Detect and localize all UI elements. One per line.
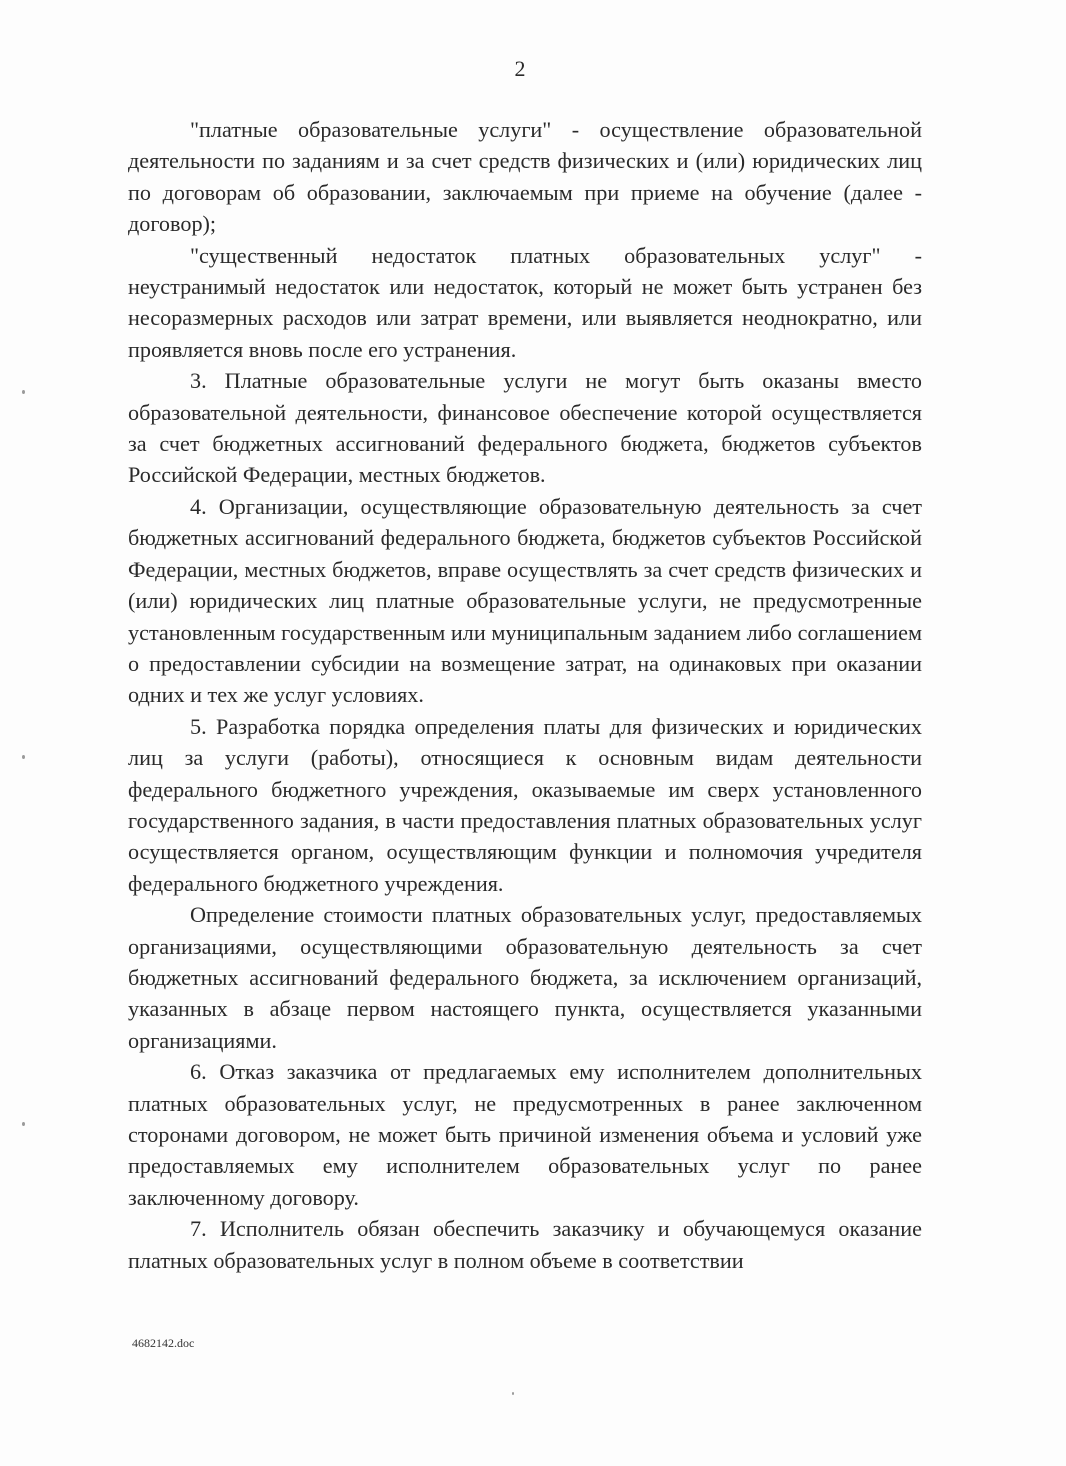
paragraph: 7. Исполнитель обязан обеспечить заказчику и обучающемуся оказание платных образовательных услуг в полном объеме в соответствии [128,1216,922,1273]
paragraph: 6. Отказ заказчика от предлагаемых ему исполнителем дополнительных платных образовательных услуг, не предусмотренных в ранее заключенном сторонами договором, не может быть причиной изменения объема и условий уже предоставляемых ему исполнителем образовательных услуг по ранее заключенному договору. [128,1059,922,1210]
scan-speck [22,390,25,394]
scan-speck [22,755,25,759]
paragraph: "существенный недостаток платных образовательных услуг" - неустранимый недостаток или недостаток, который не может быть устранен без несоразмерных расходов или затрат времени, или выявляется неоднократно, или проявляется вновь после его устранения. [128,242,922,362]
scan-speck [512,1392,514,1395]
paragraph: 4. Организации, осуществляющие образовательную деятельность за счет бюджетных ассигнований федерального бюджета, бюджетов субъектов Российской Федерации, местных бюджетов, вправе осуществлять за счет средств физических и (или) юридических лиц платные образовательные услуги, не предусмотренные установленным государственным или муниципальным заданием либо соглашением о предоставлении субсидии на возмещение затрат, на одинаковых при оказании одних и тех же услуг условиях. [128,493,922,708]
paragraph: 3. Платные образовательные услуги не могут быть оказаны вместо образовательной деятельности, финансовое обеспечение которой осуществляется за счет бюджетных ассигнований федерального бюджета, бюджетов субъектов Российской Федерации, местных бюджетов. [128,368,922,488]
paragraph: "платные образовательные услуги" - осуществление образовательной деятельности по заданиям и за счет средств физических и (или) юридических лиц по договорам об образовании, заключаемым при приеме на обучение (далее - договор); [128,117,922,237]
footer-document-code: 4682142.doc [132,1336,195,1350]
scan-speck [22,1122,25,1126]
paragraph: Определение стоимости платных образовательных услуг, предоставляемых организациями, осуществляющими образовательную деятельность за счет бюджетных ассигнований федерального бюджета, за исключением организаций, указанных в абзаце первом настоящего пункта, осуществляется указанными организациями. [128,902,922,1053]
document-body [128,114,922,1276]
paragraph: 5. Разработка порядка определения платы для физических и юридических лиц за услуги (работы), относящиеся к основным видам деятельности федерального бюджетного учреждения, оказываемые им сверх установленного государственного задания, в части предоставления платных образовательных услуг осуществляется органом, осуществляющим функции и полномочия учредителя федерального бюджетного учреждения. [128,713,922,896]
page-number: 2 [514,56,526,81]
